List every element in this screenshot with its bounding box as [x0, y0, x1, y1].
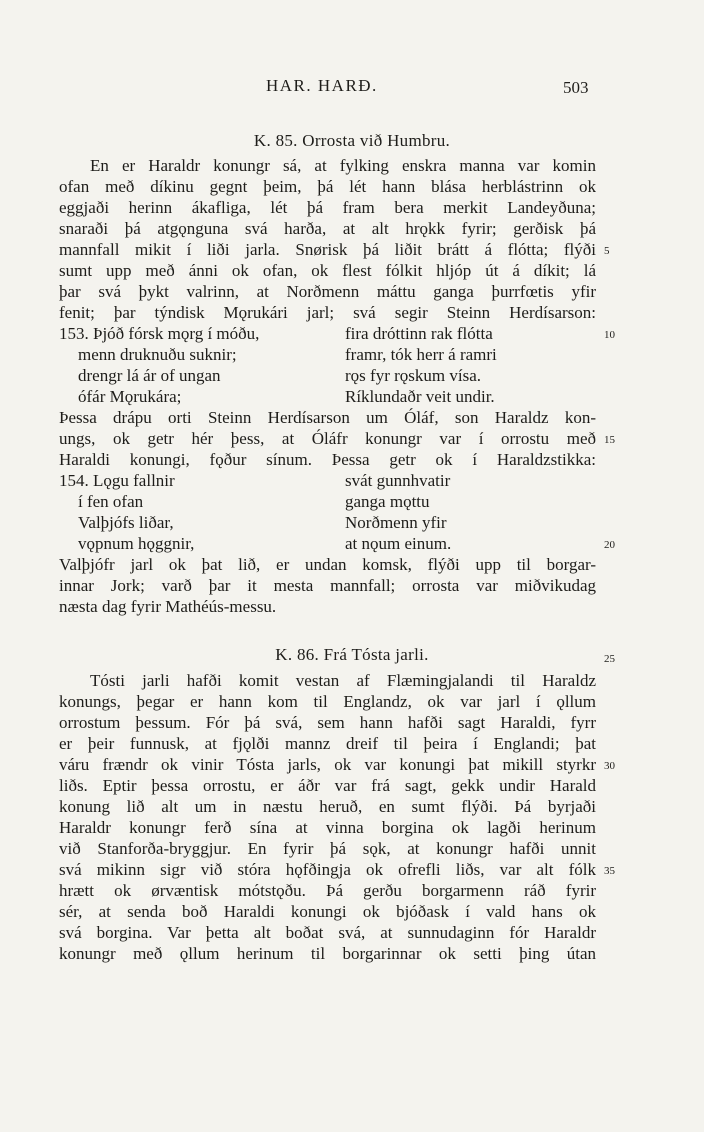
text-line: fenit; þar týndisk Mǫrukári jarl; svá segir Steinn Herdísarson: [59, 303, 596, 322]
text-line: En er Haraldr konungr sá, at fylking enskra manna var komin [90, 156, 596, 175]
text-line: svá borgina. Var þetta alt boðat svá, at sunnudaginn fór Haraldr [59, 923, 596, 942]
verse-line: Norðmenn yfir [345, 513, 447, 532]
text-line: hrætt ok ørvæntisk mótstǫðu. Þá gerðu borgarmenn ráð fyrir [59, 881, 596, 900]
text-line: ofan með díkinu gegnt þeim, þá lét hann blása herblástrinn ok [59, 177, 596, 196]
verse-line: Valþjófs liðar, [78, 513, 174, 532]
verse-line: at nǫum einum. [345, 534, 452, 553]
text-line: Tósti jarli hafði komit vestan af Flæmingjalandi til Haraldz [90, 671, 596, 690]
verse-line: menn druknuðu suknir; [78, 345, 237, 364]
line-number: 35 [604, 865, 615, 877]
text-line: Haraldr konungr ferð sína at vinna borgina ok lagði herinum [59, 818, 596, 837]
text-line: eggjaði herinn ákafliga, lét þá fram bera merkit Landeyðuna; [59, 198, 596, 217]
text-line: ungs, ok getr hér þess, at Óláfr konungr var í orrostu með [59, 429, 596, 448]
text-line: snaraði þá atgǫnguna svá harða, at alt hrǫkk fyrir; gerðisk þá [59, 219, 596, 238]
chapter-85-heading: K. 85. Orrosta við Humbru. [253, 131, 451, 150]
text-line: mannfall mikit í liði jarla. Snørisk þá liðit brátt á flótta; flýði [59, 240, 596, 259]
text-line: Þessa drápu orti Steinn Herdísarson um Óláf, son Haraldz kon- [59, 408, 596, 427]
text-line: konungs, þegar er hann kom til Englandz, ok var jarl í ǫllum [59, 692, 596, 711]
text-line: sumt upp með ánni ok ofan, ok flest fólkit hljóp út á díkit; lá [59, 261, 596, 280]
line-number: 15 [604, 434, 615, 446]
verse-line: vǫpnum hǫggnir, [78, 534, 195, 553]
verse-line: í fen ofan [78, 492, 144, 511]
text-line: næsta dag fyrir Mathéús-messu. [59, 597, 277, 616]
line-number: 30 [604, 760, 615, 772]
text-line: konung lið alt um in næstu heruð, en sumt flýði. Þá byrjaði [59, 797, 596, 816]
verse-line: ófár Mǫrukára; [78, 387, 182, 406]
verse-line: drengr lá ár of ungan [78, 366, 221, 385]
verse-line: 154. Lǫgu fallnir [59, 471, 175, 490]
text-line: innar Jork; varð þar it mesta mannfall; orrosta var miðvikudag [59, 576, 596, 595]
line-number: 10 [604, 329, 615, 341]
text-line: Valþjófr jarl ok þat lið, er undan komsk, flýði upp til borgar- [59, 555, 596, 574]
verse-line: fira dróttinn rak flótta [345, 324, 493, 343]
running-head [0, 76, 704, 100]
verse-line: Ríklundaðr veit undir. [345, 387, 495, 406]
text-line: við Stanforða-bryggjur. En fyrir þá sǫk, at konungr hafði unnit [59, 839, 596, 858]
verse-line: svát gunnhvatir [345, 471, 451, 490]
chapter-86-heading: K. 86. Frá Tósta jarli. [275, 645, 429, 664]
page-number: 503 [563, 78, 589, 97]
text-line: liðs. Eptir þessa orrostu, er áðr var frá sagt, gekk undir Harald [59, 776, 596, 795]
line-number: 25 [604, 653, 615, 665]
text-line: váru frændr ok vinir Tósta jarls, ok var konungi þat mikill styrkr [59, 755, 596, 774]
verse-line: 153. Þjóð fórsk mǫrg í móðu, [59, 324, 260, 343]
text-line: sér, at senda boð Haraldi konungi ok bjóðask í vald hans ok [59, 902, 596, 921]
line-number: 20 [604, 539, 615, 551]
line-number: 5 [604, 245, 610, 257]
text-line: orrostum þessum. Fór þá svá, sem hann hafði sagt Haraldi, fyrr [59, 713, 596, 732]
text-line: svá mikinn sigr við stóra hǫfðingja ok ofrefli liðs, var alt fólk [59, 860, 596, 879]
verse-line: ganga mǫttu [345, 492, 430, 511]
text-line: konungr með ǫllum herinum til borgarinnar ok setti þing útan [59, 944, 596, 963]
text-line: Haraldi konungi, fǫður sínum. Þessa getr ok í Haraldzstikka: [59, 450, 596, 469]
text-line: er þeir funnusk, at fjǫlði mannz dreif til þeira í Englandi; þat [59, 734, 596, 753]
verse-line: framr, tók herr á ramri [345, 345, 497, 364]
verse-line: rǫs fyr rǫskum vísa. [345, 366, 481, 385]
running-title: HAR. HARÐ. [266, 76, 378, 95]
text-line: þar svá þykt valrinn, at Norðmenn máttu ganga þurrfœtis yfir [59, 282, 596, 301]
